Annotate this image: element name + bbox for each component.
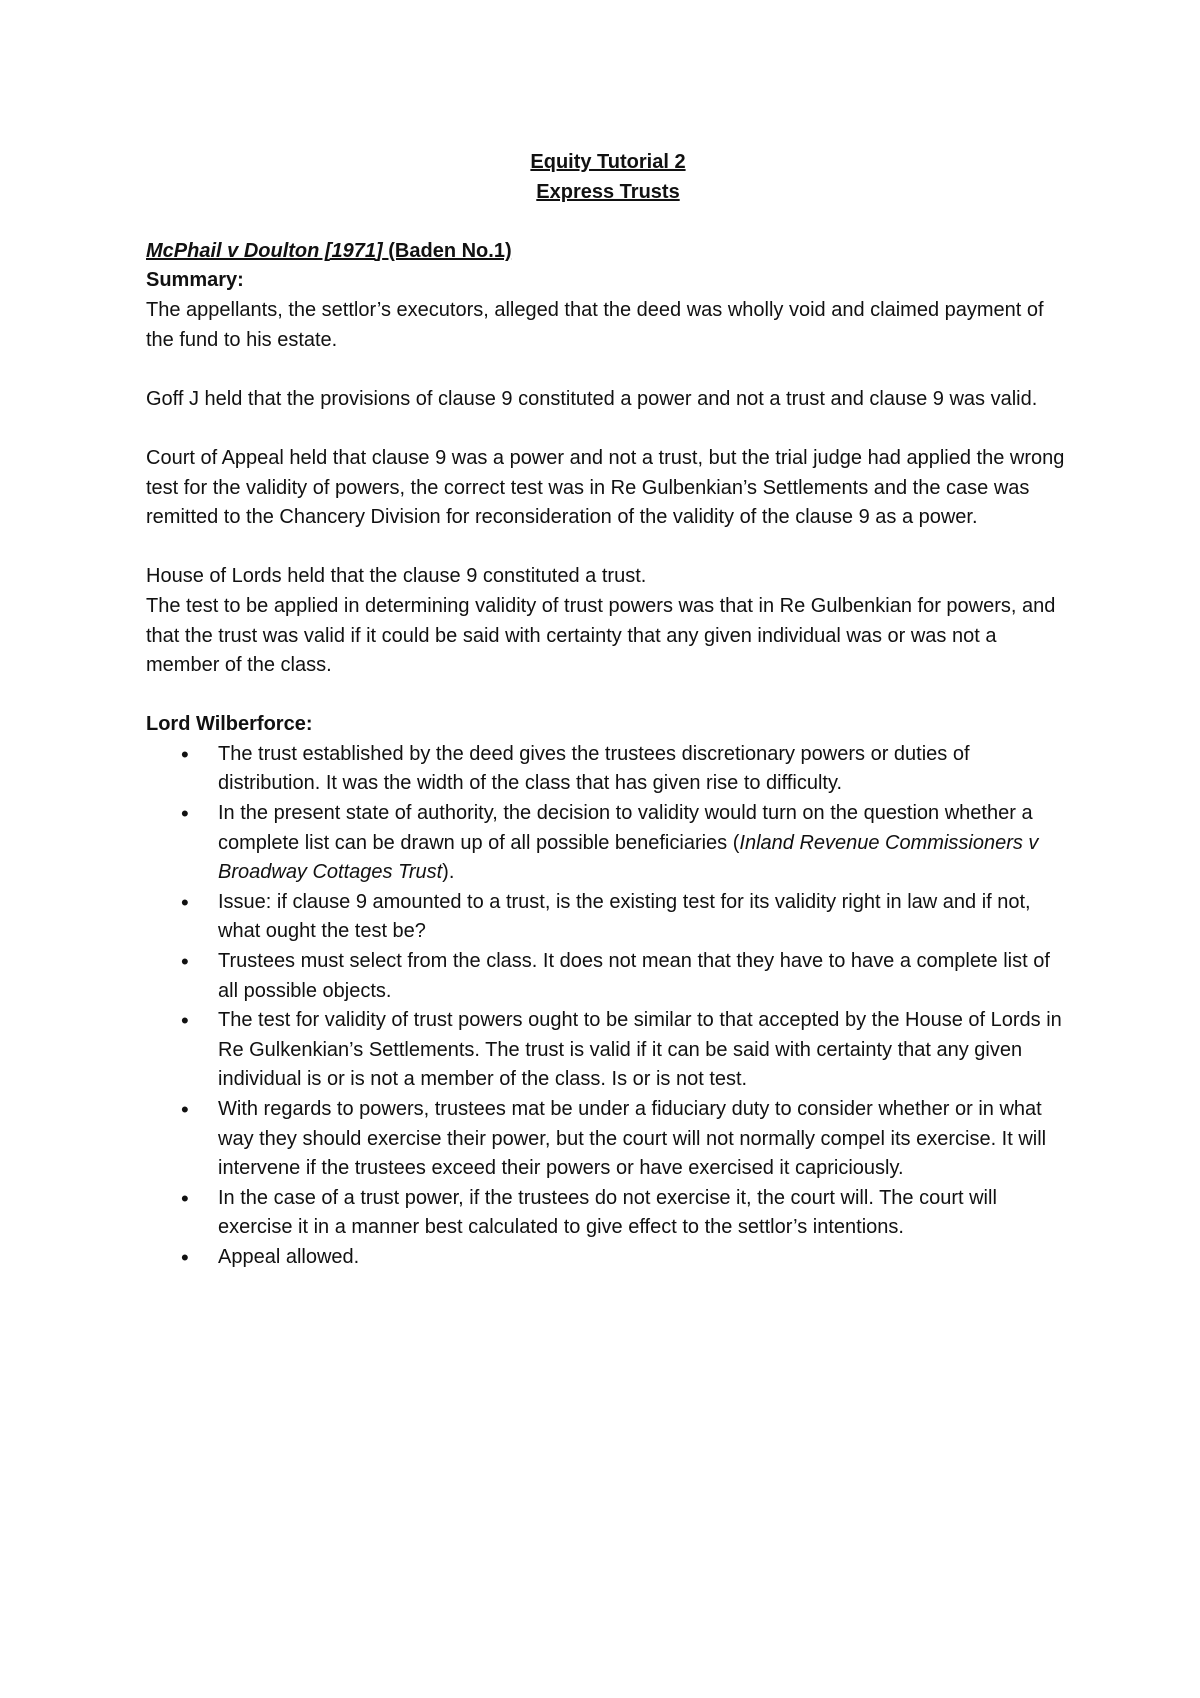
document-title: Equity Tutorial 2 [530, 151, 686, 173]
summary-paragraph-appellants: The appellants, the settlor’s executors, alleged that the deed was wholly void and claimed payment of the fund to his estate. [146, 298, 1044, 351]
judgment-points [146, 740, 1070, 1273]
spacer [146, 681, 1070, 711]
house-of-lords-holding: House of Lords held that the clause 9 constituted a trust. [146, 565, 647, 588]
list-item: • Issue: if clause 9 amounted to a trust, is the existing test for its validity right in law and if not, what ought the test be? [218, 888, 1070, 947]
list-item: • Trustees must select from the class. It does not mean that they have to have a complete list of all possible objects. [218, 947, 1070, 1006]
case-name: McPhail v Doulton [1971] [146, 239, 383, 262]
list-item: • The trust established by the deed gives the trustees discretionary powers or duties of distribution. It was the width of the class that has given rise to difficulty. [218, 740, 1070, 799]
summary-paragraph-goff: Goff J held that the provisions of clause 9 constituted a power and not a trust and clause 9 was valid. [146, 387, 1038, 410]
list-item: • The test for validity of trust powers ought to be similar to that accepted by the House of Lords in Re Gulkenkian’s Settlements. The trust is valid if it can be said with certainty that any given individual is or is not a member of the class. Is or is not test. [218, 1006, 1070, 1095]
spacer [146, 414, 1070, 444]
case-note: (Baden No.1) [382, 239, 512, 262]
spacer [146, 533, 1070, 563]
spacer [146, 207, 1070, 237]
list-item: • Appeal allowed. [218, 1243, 1070, 1273]
document-subtitle: Express Trusts [536, 180, 680, 203]
cited-case: Inland Revenue Commissioners v Broadway Cottages Trust [218, 831, 1039, 884]
case-heading [146, 237, 1070, 267]
judge-label: Lord Wilberforce: [146, 713, 313, 736]
list-item: • With regards to powers, trustees mat be under a fiduciary duty to consider whether or in what way they should exercise their power, but the court will not normally compel its exercise. It will intervene if the trustees exceed their powers or have exercised it capriciously. [218, 1095, 1070, 1184]
list-item: • In the case of a trust power, if the trustees do not exercise it, the court will. The court will exercise it in a manner best calculated to give effect to the settlor’s intentions. [218, 1184, 1070, 1243]
house-of-lords-test: The test to be applied in determining validity of trust powers was that in Re Gulbenkian for powers, and that the trust was valid if it could be said with certainty that any given individual was or was not a member of the class. [146, 594, 1056, 677]
spacer [146, 355, 1070, 385]
list-item [218, 799, 1070, 888]
point-text: In the present state of authority, the decision to validity would turn on the question whether a complete list can be drawn up of all possible beneficiaries ( [218, 802, 1033, 854]
point-text: ). [442, 861, 455, 884]
summary-paragraph-appeal: Court of Appeal held that clause 9 was a power and not a trust, but the trial judge had applied the wrong test for the validity of powers, the correct test was in Re Gulbenkian’s Settlements and the case was remitted to the Chancery Division for reconsideration of the validity of the clause 9 as a power. [146, 446, 1065, 529]
summary-label: Summary: [146, 269, 244, 292]
